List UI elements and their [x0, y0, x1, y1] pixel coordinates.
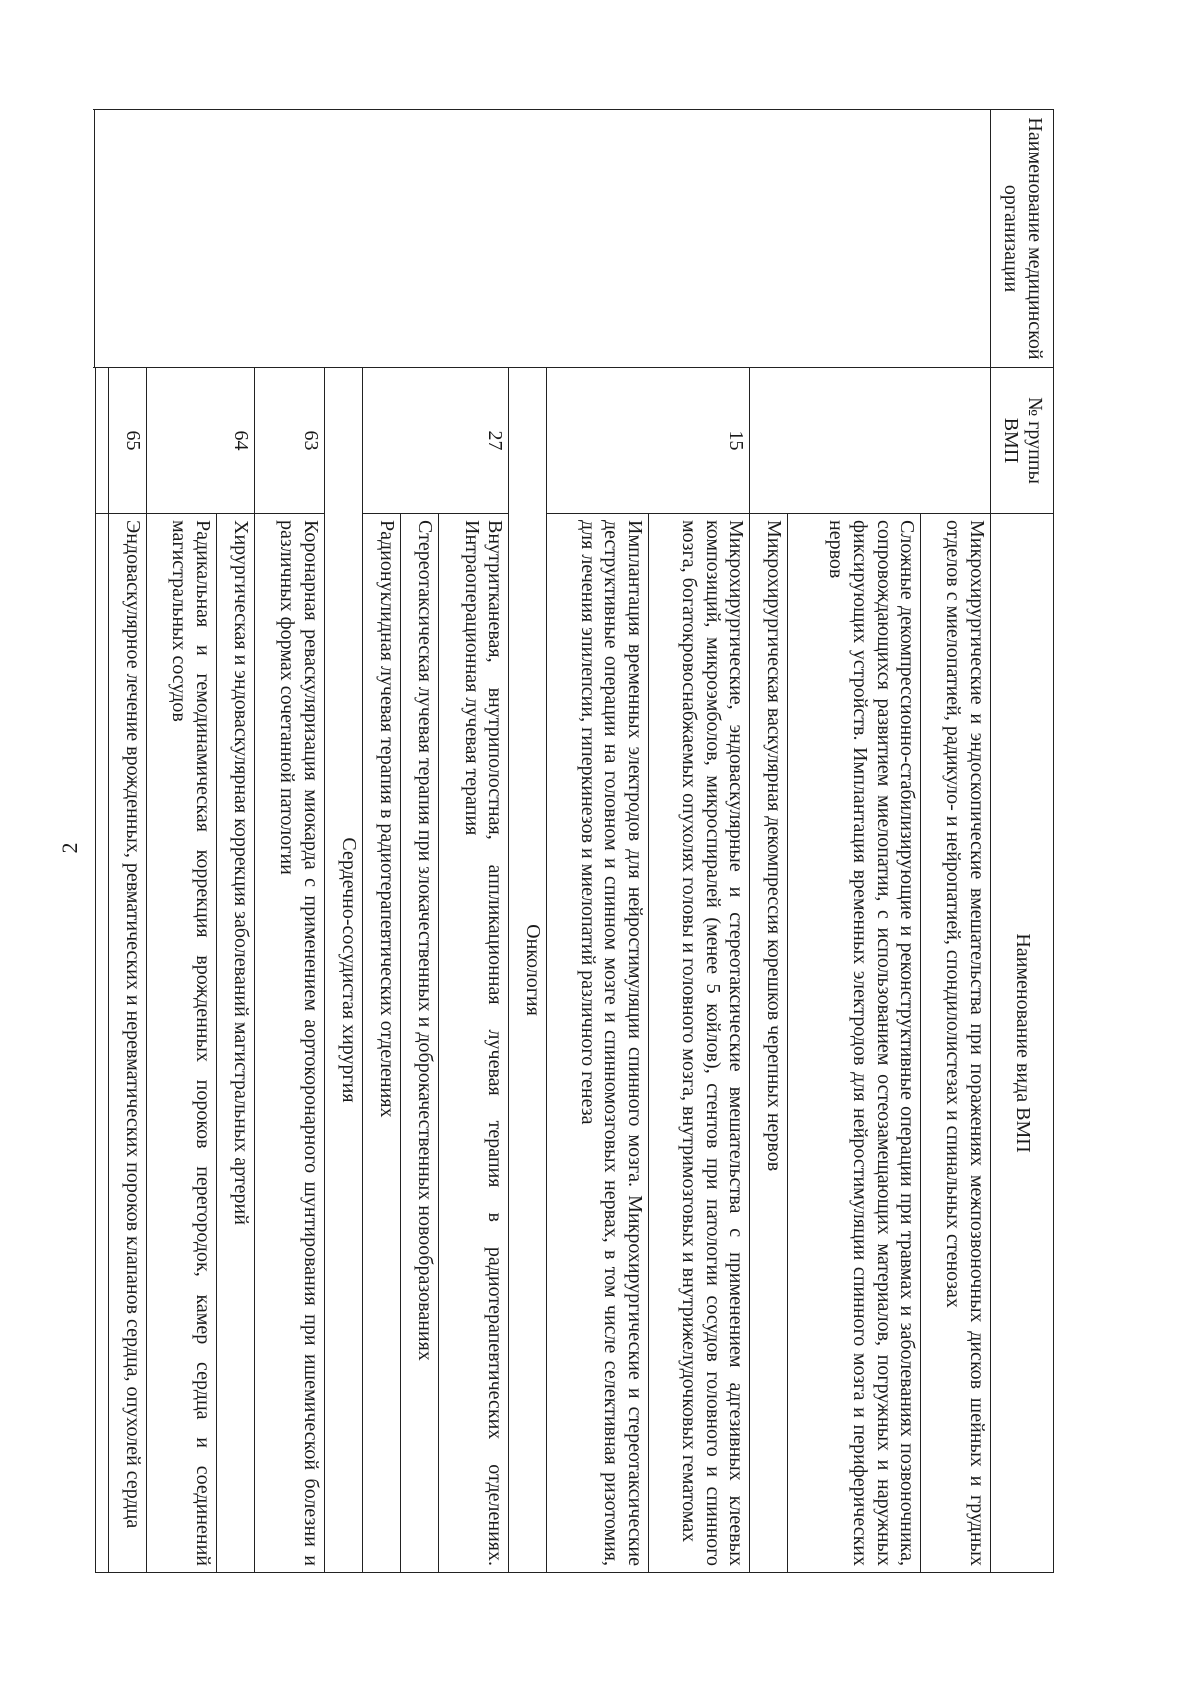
vmp-type-cell: Эндоваскулярное лечение врожденных, ревматических и неревматических пороков клапанов сердца, опухолей сердца	[108, 514, 146, 1573]
group-cell: 64	[146, 368, 254, 514]
header-vmp-type: Наименование вида ВМП	[991, 514, 1054, 1573]
empty-cell	[95, 368, 108, 514]
empty-cell	[95, 514, 108, 1573]
vmp-type-cell: Радикальная и гемодинамическая коррекция врожденных пороков перегородок, камер сердца и соединений магистральных сосудов	[146, 514, 216, 1573]
vmp-type-cell: Радионуклидная лучевая терапия в радиотерапевтических отделениях	[362, 514, 400, 1573]
table-row	[921, 110, 991, 1573]
group-cell: 65	[108, 368, 146, 514]
vmp-type-cell: Внутритканевая, внутриполостная, аппликационная лучевая терапия в радиотерапевтических отделениях. Интраоперационная лучевая терапия	[439, 514, 509, 1573]
organization-cell	[95, 110, 991, 368]
group-cell: 27	[362, 368, 508, 514]
filler-cell	[95, 368, 96, 514]
header-organization: Наименование медицинской организации	[991, 110, 1054, 368]
vmp-type-cell: Стереотаксическая лучевая терапия при злокачественных и доброкачественных новообразованиях	[401, 514, 439, 1573]
table-header-row	[991, 110, 1054, 1573]
group-cell	[750, 368, 991, 514]
vmp-table	[94, 109, 1054, 1573]
group-cell: 63	[254, 368, 324, 514]
vmp-type-cell: Микрохирургические, эндоваскулярные и стереотаксические вмешательства с применением адгезивных клеевых композиций, микроэмболов, микроспиралей (менее 5 койлов), стентов при патологии сосудов головного и спинного мозга, богатокровоснабжаемых опухолях головы и головного мозга, внутримозговых и внутрижелудочковых гематомах	[648, 514, 749, 1573]
vmp-type-cell: Коронарная реваскуляризация миокарда с применением аортокоронарного шунтирования при ишемической болезни и различных формах сочетанной патологии	[254, 514, 324, 1573]
page-number: 2	[57, 842, 82, 854]
header-group-number: № группы ВМП	[991, 368, 1054, 514]
section-title-cardiovascular: Сердечно-сосудистая хирургия	[324, 368, 362, 1573]
vmp-type-cell: Хирургическая и эндоваскулярная коррекция заболеваний магистральных артерий	[216, 514, 254, 1573]
section-title-oncology: Онкология	[509, 368, 547, 1573]
filler-cell	[95, 514, 96, 1573]
rotated-table-container	[94, 109, 1054, 1572]
vmp-type-cell: Микрохирургическая васкулярная декомпрессия корешков черепных нервов	[750, 514, 788, 1573]
vmp-type-cell: Сложные декомпрессионно-стабилизирующие и реконструктивные операции при травмах и заболеваниях позвоночника, сопровождающихся развитием миелопатии, с использованием остеозамещающих материалов, погружных и наружных фиксирующих устройств. Имплантация временных электродов для нейростимуляции спинного мозга и периферических нервов	[788, 514, 921, 1573]
group-cell: 15	[547, 368, 750, 514]
vmp-type-cell: Имплантация временных электродов для нейростимуляции спинного мозга. Микрохирургические и стереотаксические деструктивные операции на головном и спинном мозге и спинномозговых нервах, в том числе селективная ризотомия, для лечения эпилепсии, гиперкинезов и миелопатий различного генеза	[547, 514, 648, 1573]
vmp-type-cell: Микрохирургические и эндоскопические вмешательства при поражениях межпозвоночных дисков шейных и грудных отделов с миелопатией, радикуло- и нейропатией, спондилолистезах и спинальных стенозах	[921, 514, 991, 1573]
